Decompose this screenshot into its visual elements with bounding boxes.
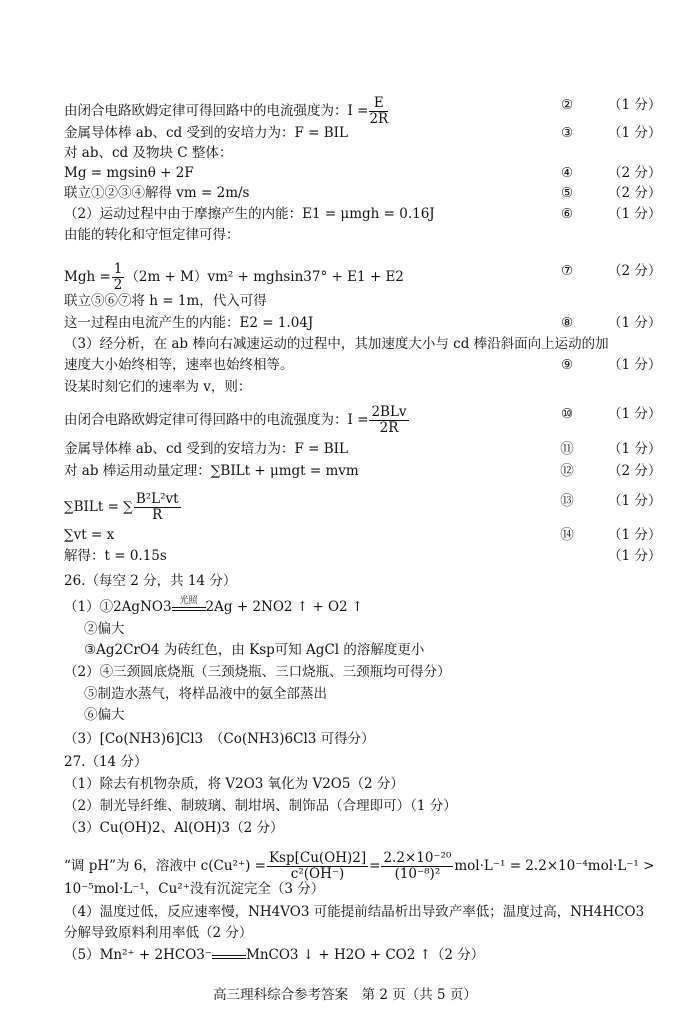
line-text bbox=[64, 124, 348, 142]
line-text-part: 10⁻⁵mol·L⁻¹，Cu²⁺没有沉淀完全（3 分） bbox=[64, 881, 325, 897]
score-points: （1 分） bbox=[608, 527, 662, 543]
line-text bbox=[64, 356, 294, 374]
line-text-part: （2）运动过程中由于摩擦产生的内能：E1 = μmgh = 0.16J bbox=[64, 206, 435, 222]
line-text-part: ⑤制造水蒸气，将样品液中的氨全部蒸出 bbox=[84, 686, 327, 702]
score-points: （1 分） bbox=[608, 441, 662, 457]
fraction bbox=[112, 262, 125, 293]
equation-number: ⑫ bbox=[560, 463, 574, 479]
score-points: （2 分） bbox=[608, 185, 662, 201]
line-text-part: （2m + M）vm² + mghsin37° + E1 + E2 bbox=[125, 269, 404, 285]
line-text bbox=[84, 641, 424, 659]
line-text-part: （3）经分析，在 ab 棒向右减速运动的过程中，其加速度大小与 cd 棒沿斜面向上运动的加 bbox=[64, 336, 609, 352]
line-text-part: 金属导体棒 ab、cd 受到的安培力为：F = BIL bbox=[64, 441, 348, 457]
line-text-part: = bbox=[369, 858, 381, 874]
equation-number: ⑨ bbox=[560, 357, 574, 373]
line-text-part: （1）除去有机物杂质，将 V2O3 氧化为 V2O5（2 分） bbox=[64, 776, 404, 792]
line-text-part: 解得：t = 0.15s bbox=[64, 548, 167, 564]
line-text-part: 由能的转化和守恒定律可得： bbox=[64, 227, 240, 243]
line-text bbox=[64, 96, 389, 127]
line-text-part: 联立⑤⑥⑦将 h = 1m，代入可得 bbox=[64, 293, 267, 309]
line-text bbox=[64, 880, 324, 898]
double-bar bbox=[212, 955, 246, 959]
score-points: （1 分） bbox=[608, 357, 662, 373]
score-points: （1 分） bbox=[608, 97, 662, 113]
line-text-part: （3）[Co(NH3)6]Cl3 （Co(NH3)6Cl3 可得分） bbox=[64, 731, 375, 747]
line-text-part: （2）④三颈圆底烧瓶（三颈烧瓶、三口烧瓶、三颈瓶均可得分） bbox=[64, 664, 451, 680]
line-text-part: ∑BILt = ∑ bbox=[64, 499, 133, 515]
line-text bbox=[64, 797, 457, 815]
score-points: （2 分） bbox=[608, 165, 662, 181]
line-text bbox=[64, 924, 252, 942]
line-text bbox=[64, 903, 644, 921]
line-text-part: （4）温度过低，反应速率慢，NH4VO3 可能提前结晶析出导致产率低；温度过高，NH4HCO3 bbox=[64, 904, 645, 920]
line-text bbox=[64, 314, 313, 332]
equation-number: ⑪ bbox=[560, 441, 574, 457]
score-points: （2 分） bbox=[608, 263, 662, 279]
fraction-numerator: 2.2×10⁻²⁰ bbox=[383, 850, 452, 866]
line-text-part: 由闭合电路欧姆定律可得回路中的电流强度为：I = bbox=[64, 103, 369, 119]
fraction-denominator: 2R bbox=[379, 420, 399, 436]
equation-number: ③ bbox=[560, 125, 574, 141]
score-points: （2 分） bbox=[608, 463, 662, 479]
equation-number: ⑤ bbox=[560, 185, 574, 201]
fraction-numerator: E bbox=[369, 96, 388, 112]
line-text-part: 速度大小始终相等，速率也始终相等。 bbox=[64, 357, 294, 373]
page-footer: 高三理科综合参考答案 第 2 页（共 5 页） bbox=[213, 987, 477, 1003]
equation-number: ⑬ bbox=[560, 493, 574, 509]
reaction-condition-arrow bbox=[212, 954, 246, 959]
reaction-condition: 光照 bbox=[179, 596, 198, 606]
equation-number: ② bbox=[560, 97, 574, 113]
score-points: （1 分） bbox=[608, 125, 662, 141]
line-text-part: 分解导致原料利用率低（2 分） bbox=[64, 925, 253, 941]
fraction bbox=[369, 405, 408, 436]
fraction bbox=[381, 851, 453, 882]
line-text-part: 金属导体棒 ab、cd 受到的安培力为：F = BIL bbox=[64, 125, 348, 141]
fraction-denominator: 2R bbox=[369, 111, 389, 127]
line-text-part: ⑥偏大 bbox=[84, 707, 125, 723]
equation-number: ④ bbox=[560, 165, 574, 181]
line-text bbox=[64, 663, 451, 681]
fraction-denominator: 2 bbox=[113, 277, 123, 293]
line-text-part: （3）Cu(OH)2、Al(OH)3（2 分） bbox=[64, 820, 284, 836]
line-text bbox=[64, 547, 167, 565]
line-text-part: 对 ab 棒运用动量定理：∑BILt + μmgt = mvm bbox=[64, 463, 359, 479]
fraction-denominator: (10⁻⁸)² bbox=[394, 866, 441, 882]
line-text bbox=[64, 753, 147, 771]
line-text-part: MnCO3 ↓ + H2O + CO2 ↑（2 分） bbox=[246, 947, 485, 963]
line-text-part: （2）制光导纤维、制玻璃、制坩埚、制饰品（合理即可）（1 分） bbox=[64, 798, 457, 814]
line-text bbox=[64, 730, 375, 748]
line-text-part: 27.（14 分） bbox=[64, 754, 148, 770]
line-text-part: 设某时刻它们的速率为 v，则： bbox=[64, 379, 252, 395]
line-text bbox=[64, 405, 410, 436]
equation-number: ⑥ bbox=[560, 206, 574, 222]
line-text-part: 联立①②③④解得 vm = 2m/s bbox=[64, 185, 250, 201]
double-bar bbox=[172, 607, 206, 611]
line-text-part: 这一过程由电流产生的内能：E2 = 1.04J bbox=[64, 315, 314, 331]
line-text bbox=[64, 292, 267, 310]
score-points: （1 分） bbox=[608, 206, 662, 222]
line-text bbox=[84, 685, 327, 703]
score-points: （1 分） bbox=[608, 548, 662, 564]
fraction bbox=[134, 492, 181, 523]
line-text bbox=[64, 598, 363, 616]
equation-number: ⑧ bbox=[560, 315, 574, 331]
line-text bbox=[64, 164, 194, 182]
equation-number: ⑦ bbox=[560, 263, 574, 279]
line-text bbox=[64, 205, 435, 223]
line-text bbox=[64, 462, 359, 480]
line-text bbox=[64, 335, 609, 353]
score-points: （1 分） bbox=[608, 315, 662, 331]
line-text bbox=[64, 526, 114, 544]
line-text bbox=[64, 572, 236, 590]
line-text bbox=[64, 184, 249, 202]
score-points: （1 分） bbox=[608, 493, 662, 509]
line-text bbox=[64, 378, 251, 396]
reaction-condition-arrow bbox=[172, 596, 206, 611]
fraction-numerator: 1 bbox=[113, 261, 123, 277]
line-text-part: 26.（每空 2 分，共 14 分） bbox=[64, 573, 237, 589]
fraction-numerator: Ksp[Cu(OH)2] bbox=[268, 850, 367, 866]
line-text bbox=[64, 851, 654, 882]
fraction-denominator: c²(OH⁻) bbox=[290, 866, 345, 882]
line-text-part: Mg = mgsinθ + 2F bbox=[64, 165, 194, 181]
fraction-denominator: R bbox=[152, 507, 163, 523]
score-points: （1 分） bbox=[608, 406, 662, 422]
fraction-numerator: 2BLv bbox=[371, 404, 407, 420]
line-text-part: “调 pH”为 6，溶液中 c(Cu²⁺) = bbox=[64, 858, 266, 874]
line-text-part: （1）①2AgNO3 bbox=[64, 599, 172, 615]
line-text-part: Mgh = bbox=[64, 269, 111, 285]
line-text bbox=[84, 620, 125, 638]
line-text bbox=[64, 262, 404, 293]
line-text-part: ∑vt = x bbox=[64, 527, 115, 543]
line-text bbox=[64, 144, 232, 162]
line-text-part: 由闭合电路欧姆定律可得回路中的电流强度为：I = bbox=[64, 412, 369, 428]
line-text-part: ②偏大 bbox=[84, 621, 125, 637]
line-text-part: 对 ab、cd 及物块 C 整体： bbox=[64, 145, 233, 161]
line-text bbox=[64, 775, 404, 793]
line-text bbox=[64, 492, 182, 523]
fraction-numerator: B²L²vt bbox=[135, 491, 179, 507]
line-text-part: mol·L⁻¹ = 2.2×10⁻⁴mol·L⁻¹ > bbox=[454, 858, 655, 874]
fraction bbox=[267, 851, 368, 882]
line-text bbox=[64, 226, 240, 244]
equation-number: ⑭ bbox=[560, 527, 574, 543]
line-text bbox=[64, 440, 348, 458]
line-text-part: ③Ag2CrO4 为砖红色，由 Ksp可知 AgCl 的溶解度更小 bbox=[84, 642, 425, 658]
line-text-part: （5）Mn²⁺ + 2HCO3⁻ bbox=[64, 947, 213, 963]
line-text bbox=[84, 706, 125, 724]
line-text-part: 2Ag + 2NO2 ↑ + O2 ↑ bbox=[205, 599, 364, 615]
line-text bbox=[64, 819, 284, 837]
equation-number: ⑩ bbox=[560, 406, 574, 422]
line-text bbox=[64, 946, 484, 964]
fraction bbox=[369, 96, 388, 127]
